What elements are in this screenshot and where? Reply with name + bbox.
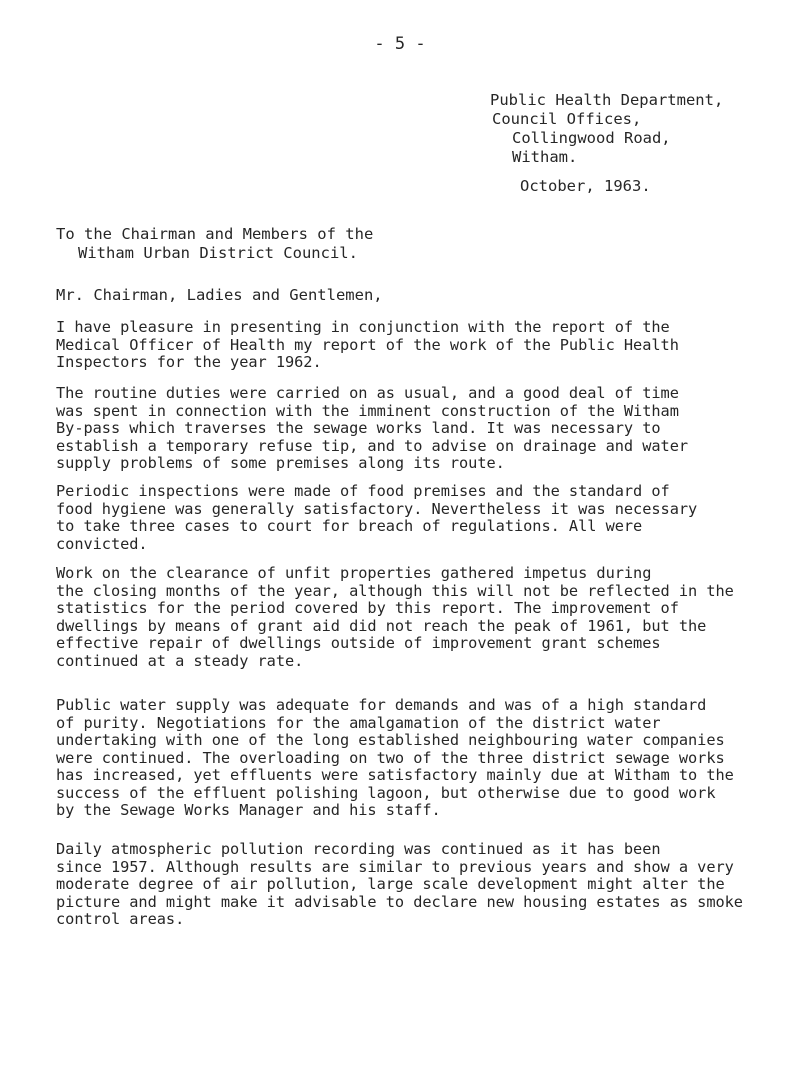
paragraph-air-pollution: Daily atmospheric pollution recording was continued as it has been since 1957. Although results are similar to previous years and show a very moderate degree of air pollution, large scale development might alter the picture and might make it advisable to declare new housing estates as smoke control areas. xyxy=(56,840,743,928)
page-number: - 5 - xyxy=(374,34,426,54)
salutation: Mr. Chairman, Ladies and Gentlemen, xyxy=(56,286,383,304)
paragraph-housing-clearance: Work on the clearance of unfit properties gathered impetus during the closing months of the year, although this will not be reflected in the statistics for the period covered by this report. The improvement of dwellings by means of grant aid did not reach the peak of 1961, but the effective repair of dwellings outside of improvement grant schemes continued at a steady rate. xyxy=(56,564,734,670)
sender-address-line-1: Public Health Department, xyxy=(490,91,724,109)
addressee-line-2: Witham Urban District Council. xyxy=(78,244,358,262)
sender-address-line-4: Witham. xyxy=(512,148,578,166)
paragraph-food-inspections: Periodic inspections were made of food premises and the standard of food hygiene was generally satisfactory. Nevertheless it was necessary to take three cases to court for breach of regulations. All were convicted. xyxy=(56,482,698,553)
sender-address xyxy=(490,91,723,167)
paragraph-water-supply: Public water supply was adequate for demands and was of a high standard of purity. Negotiations for the amalgamation of the district water undertaking with one of the long established neighbouring water companies were continued. The overloading on two of the three district sewage works has increased, yet effluents were satisfactory mainly due at Witham to the success of the effluent polishing lagoon, but otherwise due to good work by the Sewage Works Manager and his staff. xyxy=(56,696,734,819)
paragraph-introduction: I have pleasure in presenting in conjunction with the report of the Medical Officer of Health my report of the work of the Public Health Inspectors for the year 1962. xyxy=(56,318,679,371)
sender-address-line-2: Council Offices, xyxy=(492,110,642,128)
addressee-line-1: To the Chairman and Members of the xyxy=(56,225,374,243)
addressee xyxy=(56,225,373,263)
letter-date: October, 1963. xyxy=(520,177,651,195)
paragraph-routine-duties: The routine duties were carried on as usual, and a good deal of time was spent in connection with the imminent construction of the Witham By-pass which traverses the sewage works land. It was necessary to establish a temporary refuse tip, and to advise on drainage and water supply problems of some premises along its route. xyxy=(56,384,689,472)
sender-address-line-3: Collingwood Road, xyxy=(512,129,671,147)
